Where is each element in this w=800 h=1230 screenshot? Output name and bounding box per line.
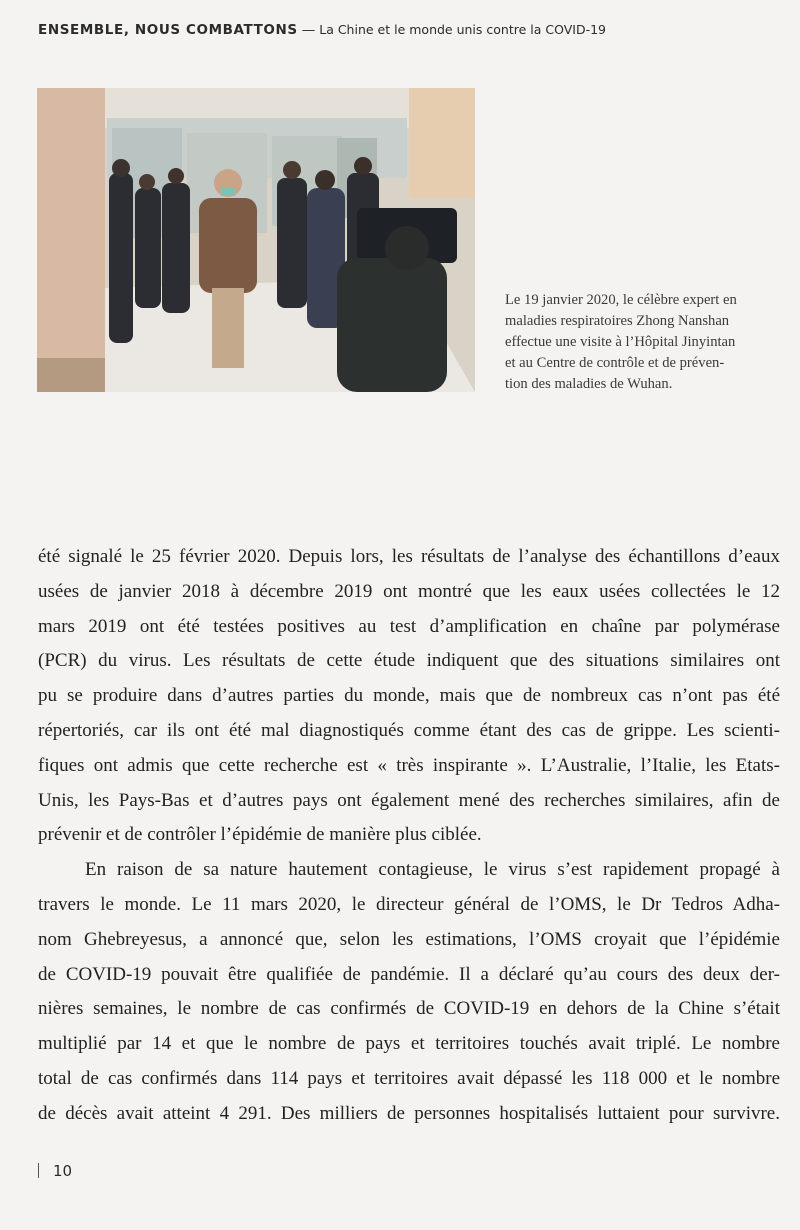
caption-line: maladies respiratoires Zhong Nanshan [505, 313, 730, 329]
header-separator: — [301, 22, 316, 38]
caption-line: Le 19 janvier 2020, le célèbre expert en [505, 292, 737, 308]
hospital-visit-photo [37, 88, 475, 392]
text-line: pu se produire dans d’autres parties du monde, mais que de nombreux cas n’ont pas été [38, 685, 780, 707]
page-footer [38, 1162, 72, 1180]
text-line: usées de janvier 2018 à décembre 2019 ont montré que les eaux usées collectées le 12 [38, 580, 780, 602]
running-header [38, 22, 778, 38]
photo-caption [505, 290, 781, 395]
text-line: (PCR) du virus. Les résultats de cette étude indiquent que des situations similaires ont [38, 650, 780, 672]
text-line: Unis, les Pays-Bas et d’autres pays ont également mené des recherches similaires, afin de [38, 789, 780, 811]
page-number: 10 [53, 1162, 73, 1180]
text-line: En raison de sa nature hautement contagieuse, le virus s’est rapidement propagé à [85, 859, 780, 881]
folio-rule [38, 1163, 39, 1178]
text-line: multiplié par 14 et que le nombre de pays et territoires touchés avait triplé. Le nombre [38, 1033, 780, 1055]
text-line: répertoriés, car ils ont été mal diagnostiqués comme étant des cas de grippe. Les scienti- [38, 719, 780, 741]
text-line: nom Ghebreyesus, a annoncé que, selon les estimations, l’OMS croyait que l’épidémie [38, 928, 780, 950]
caption-line: et au Centre de contrôle et de préven- [505, 355, 725, 371]
body-text [38, 540, 780, 1132]
caption-line: tion des maladies de Wuhan. [505, 376, 673, 392]
text-line: total de cas confirmés dans 114 pays et territoires avait dépassé les 118 000 et le nombre [38, 1067, 780, 1089]
text-line: de décès avait atteint 4 291. Des milliers de personnes hospitalisés luttaient pour survivre. [38, 1102, 780, 1124]
text-line: été signalé le 25 février 2020. Depuis lors, les résultats de l’analyse des échantillons d’eaux [38, 546, 780, 567]
text-line: nières semaines, le nombre de cas confirmés de COVID-19 en dehors de la Chine s’était [38, 998, 780, 1020]
text-line: mars 2019 ont été testées positives au test d’amplification en chaîne par polymérase [38, 615, 780, 637]
caption-line: effectue une visite à l’Hôpital Jinyintan [505, 334, 736, 350]
text-line: prévenir et de contrôler l’épidémie de manière plus ciblée. [38, 824, 482, 846]
paragraph-2 [38, 853, 780, 1131]
text-line: fiques ont admis que cette recherche est « très inspirante ». L’Australie, l’Italie, les Etats- [38, 754, 780, 776]
text-line: travers le monde. Le 11 mars 2020, le directeur général de l’OMS, le Dr Tedros Adha- [38, 893, 780, 915]
text-line: de COVID-19 pouvait être qualifiée de pandémie. Il a déclaré qu’au cours des deux der- [38, 963, 780, 985]
book-series-title: ENSEMBLE, NOUS COMBATTONS [38, 22, 298, 38]
book-subtitle: La Chine et le monde unis contre la COVID-19 [319, 22, 606, 37]
paragraph-1 [38, 540, 780, 853]
